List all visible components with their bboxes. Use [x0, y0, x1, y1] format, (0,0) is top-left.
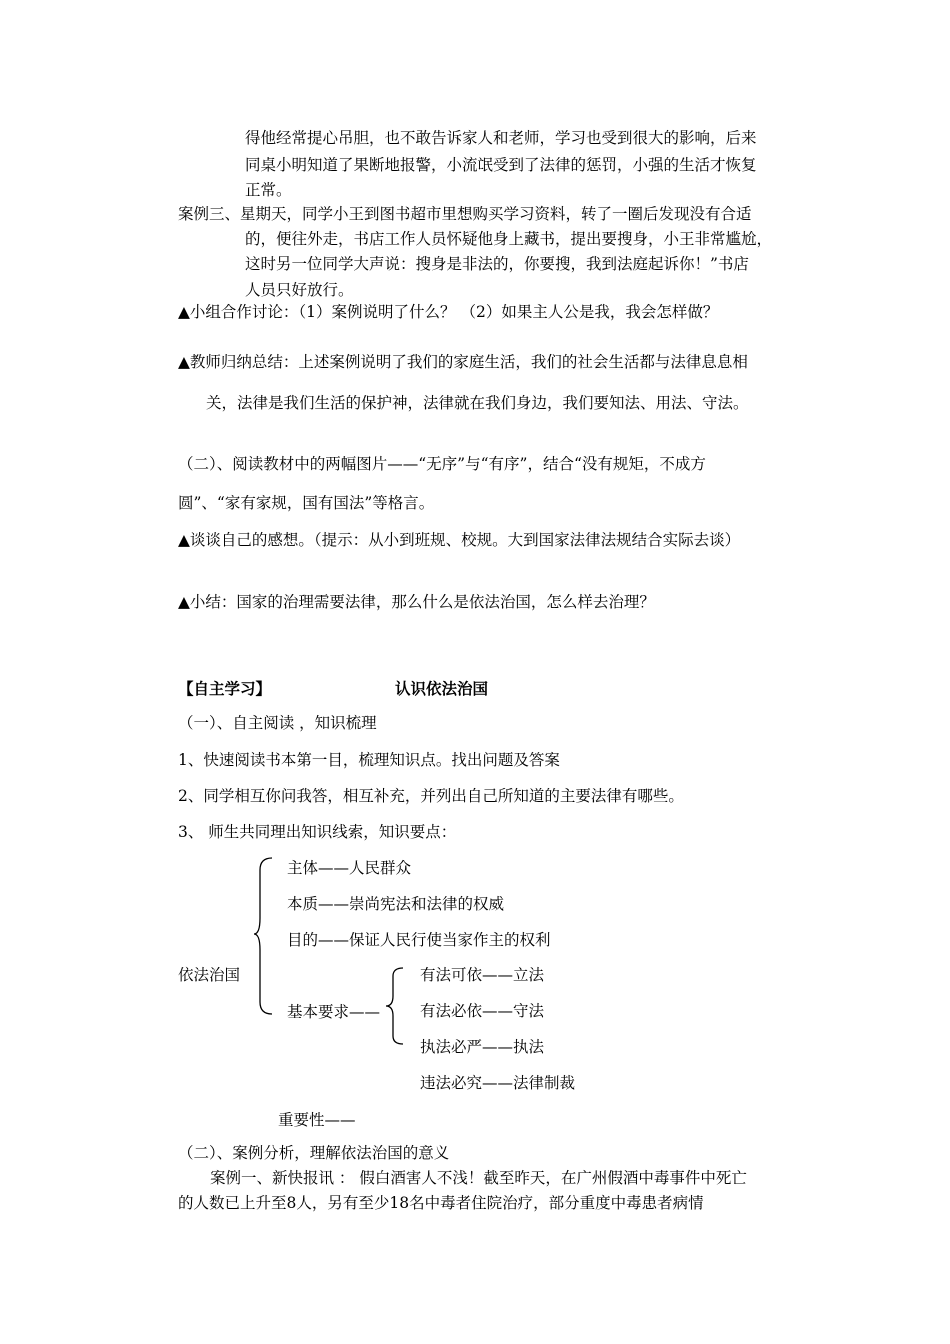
group-discussion: ▲小组合作讨论：（1）案例说明了什么？ （2）如果主人公是我，我会怎样做？	[178, 303, 719, 321]
case-analysis-line-1: 案例一、新快报讯 ： 假白酒害人不浅！截至昨天，在广州假酒中毒事件中死亡	[210, 1169, 747, 1187]
study-item-2: 2、同学相互你问我答，相互补充，并列出自己所知道的主要法律有哪些。	[178, 787, 684, 805]
diagram-branch-subject: 主体——人民群众	[287, 859, 412, 877]
teacher-summary-line-1: ▲教师归纳总结：上述案例说明了我们的家庭生活，我们的社会生活都与法律息息相	[178, 353, 748, 371]
case3-line-3: 这时另一位同学大声说：搜身是非法的，你要搜，我到法庭起诉你！”书店	[245, 255, 749, 273]
case3-line-4: 人员只好放行。	[245, 281, 354, 299]
case-analysis-line-2: 的人数已上升至8人，另有至少18名中毒者住院治疗，部分重度中毒患者病情	[178, 1194, 704, 1212]
summary-line: ▲小结：国家的治理需要法律，那么什么是依法治国，怎么样去治理？	[178, 593, 655, 611]
self-study-label: 【自主学习】	[178, 679, 272, 698]
diagram-root: 依法治国	[178, 966, 241, 984]
case2-line-3: 正常。	[245, 181, 292, 199]
diagram-branch-requirements: 基本要求——	[287, 1003, 381, 1021]
requirement-2: 有法必依——守法	[420, 1002, 545, 1020]
requirement-1: 有法可依——立法	[420, 966, 545, 984]
requirement-3: 执法必严——执法	[420, 1038, 545, 1056]
talk-prompt: ▲谈谈自己的感想。（提示：从小到班规、校规。大到国家法律法规结合实际去谈）	[178, 531, 741, 549]
diagram-importance: 重要性——	[278, 1111, 356, 1129]
requirements-brace	[383, 966, 407, 1046]
case-analysis-heading: （二）、案例分析，理解依法治国的意义	[178, 1144, 450, 1162]
study-item-3: 3、 师生共同理出知识线索，知识要点：	[178, 823, 457, 841]
section-reading: （一）、自主阅读 ，知识梳理	[178, 714, 377, 732]
part2-line-1: （二）、阅读教材中的两幅图片——“无序”与“有序”，结合“没有规矩，不成方	[178, 455, 706, 473]
case2-line-2: 同桌小明知道了果断地报警，小流氓受到了法律的惩罚，小强的生活才恢复	[245, 156, 757, 174]
case3-line-1: 案例三、星期天，同学小王到图书超市里想购买学习资料，转了一圈后发现没有合适	[178, 205, 752, 223]
main-brace	[252, 856, 276, 1016]
self-study-title: 认识依法治国	[395, 679, 489, 698]
study-item-1: 1、快速阅读书本第一目，梳理知识点。找出问题及答案	[178, 751, 560, 769]
case3-line-2: 的，便往外走，书店工作人员怀疑他身上藏书，提出要搜身，小王非常尴尬，	[245, 230, 773, 248]
case2-line-1: 得他经常提心吊胆，也不敢告诉家人和老师，学习也受到很大的影响，后来	[245, 129, 757, 147]
requirement-4: 违法必究——法律制裁	[420, 1074, 576, 1092]
diagram-branch-essence: 本质——崇尚宪法和法律的权威	[287, 895, 505, 913]
diagram-branch-purpose: 目的——保证人民行使当家作主的权利	[287, 931, 551, 949]
part2-line-2: 圆”、“家有家规，国有国法”等格言。	[178, 494, 435, 512]
teacher-summary-line-2: 关，法律是我们生活的保护神，法律就在我们身边，我们要知法、用法、守法。	[206, 394, 749, 412]
